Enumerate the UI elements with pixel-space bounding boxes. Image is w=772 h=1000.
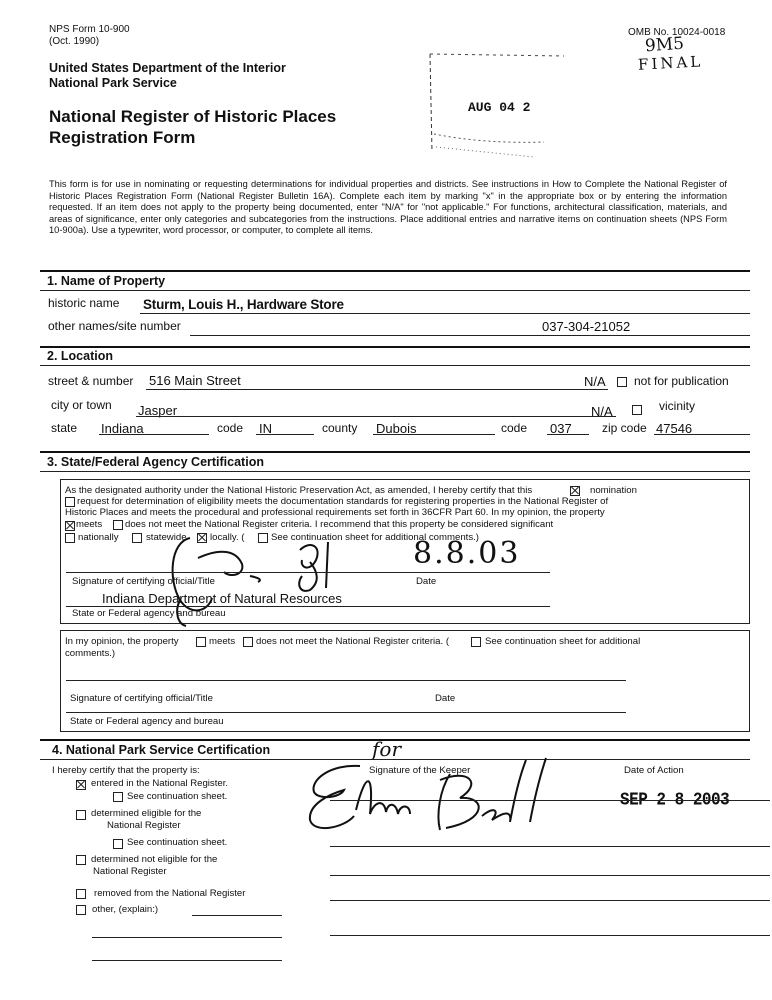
not-for-publication-label: not for publication	[634, 374, 729, 388]
na-vicinity: N/A	[591, 404, 613, 419]
not-for-publication-checkbox[interactable]	[617, 377, 627, 387]
date-of-action-label: Date of Action	[624, 765, 684, 776]
state-code-value[interactable]: IN	[259, 421, 272, 436]
keeper-signature	[300, 750, 560, 840]
form-title-line2: Registration Form	[49, 128, 196, 147]
statewide-checkbox[interactable]	[132, 533, 142, 543]
opinion-comments: comments.)	[65, 648, 116, 659]
instructions-paragraph: This form is for use in nominating or requesting determinations for individual properties and districts. See instructions in How to Complete the National Register of Historic Places Registration Form (National Register Bulletin 16A). Complete each item by marking "x" in the appropriate box or by entering the information requested. If an item does not apply to the property being documented, enter "N/A" for "not applicable." For functions, architectural classification, materials, and areas of significance, enter only categories and subcategories from the instructions. Place additional entries and narrative items on continuation sheets (NPS Form 10-900a). Use a typewriter, word processor, or computer, to complete all items.	[49, 179, 727, 236]
signature2-label: Signature of certifying official/Title	[70, 693, 213, 704]
section-rule	[40, 270, 750, 272]
keeper-label: Signature of the Keeper	[369, 765, 471, 776]
handwritten-for: for	[372, 737, 402, 761]
other-label: other, (explain:)	[92, 904, 159, 915]
historic-name-value[interactable]: Sturm, Louis H., Hardware Store	[143, 297, 344, 312]
not-eligible-checkbox[interactable]	[76, 855, 86, 865]
handwritten-final: FINAL	[637, 52, 704, 74]
street-label: street & number	[48, 374, 134, 388]
removed-label: removed from the National Register	[94, 888, 246, 899]
see-continuation-1-checkbox[interactable]	[113, 792, 123, 802]
form-title-line1: National Register of Historic Places	[49, 107, 337, 126]
see-continuation-2-label: See continuation sheet.	[127, 837, 228, 848]
see-continuation-2-checkbox[interactable]	[113, 839, 123, 849]
statewide-label: statewide	[146, 532, 187, 543]
county-label: county	[322, 421, 358, 435]
city-label: city or town	[51, 398, 112, 412]
other-checkbox[interactable]	[76, 905, 86, 915]
request-checkbox[interactable]	[65, 497, 75, 507]
opinion-continuation-label: See continuation sheet for additional	[485, 636, 641, 647]
nationally-checkbox[interactable]	[65, 533, 75, 543]
zip-label: zip code	[602, 421, 647, 435]
section-2-title: 2. Location	[47, 349, 113, 363]
meets-checkbox[interactable]	[65, 521, 75, 531]
continuation-label: See continuation sheet for additional comments.)	[271, 532, 479, 543]
county-value[interactable]: Dubois	[376, 421, 417, 436]
vicinity-label: vicinity	[659, 399, 696, 413]
agency-label: State or Federal agency and bureau	[72, 608, 226, 619]
agency2-label: State or Federal agency and bureau	[70, 716, 224, 727]
stamp-date: AUG 04 2	[468, 100, 531, 115]
eligible-checkbox[interactable]	[76, 810, 86, 820]
section-4-title: 4. National Park Service Certification	[52, 743, 271, 757]
date2-label: Date	[435, 693, 456, 704]
street-value[interactable]: 516 Main Street	[149, 373, 241, 388]
see-continuation-1-label: See continuation sheet.	[127, 791, 228, 802]
opinion-not-meet-label: does not meet the National Register criteria. (	[256, 636, 450, 647]
state-value[interactable]: Indiana	[101, 421, 144, 436]
service-name: National Park Service	[49, 76, 177, 90]
not-eligible-label-line1: determined not eligible for the	[91, 854, 218, 865]
opinion-meets-checkbox[interactable]	[196, 637, 206, 647]
opinion-text: In my opinion, the property	[65, 636, 179, 647]
section-3-title: 3. State/Federal Agency Certification	[47, 455, 264, 469]
department-name: United States Department of the Interior	[49, 61, 286, 75]
agency-value[interactable]: Indiana Department of Natural Resources	[102, 591, 342, 606]
cert-text-line2: request for determination of eligibility meets the documentation standards for registering properties in the National Register of	[77, 496, 609, 507]
city-value[interactable]: Jasper	[138, 403, 178, 418]
not-eligible-label-line2: National Register	[93, 866, 167, 877]
opinion-meets-label: meets	[209, 636, 236, 647]
state-code-label: code	[217, 421, 244, 435]
section-1-title: 1. Name of Property	[47, 274, 166, 288]
action-date: SEP 2 8 2003	[620, 789, 730, 811]
zip-value[interactable]: 47546	[656, 421, 693, 436]
nomination-label: nomination	[590, 485, 637, 496]
does-not-meet-label: does not meet the National Register criteria. I recommend that this property be considered significant	[125, 519, 554, 530]
other-names-value[interactable]: 037-304-21052	[542, 319, 631, 334]
historic-name-label: historic name	[48, 296, 120, 310]
nps-intro: I hereby certify that the property is:	[52, 765, 200, 776]
eligible-label-line1: determined eligible for the	[91, 808, 202, 819]
eligible-label-line2: National Register	[107, 820, 181, 831]
na-publication: N/A	[584, 374, 606, 389]
date-label: Date	[416, 576, 437, 587]
nomination-checkbox[interactable]	[570, 486, 580, 496]
state-label: state	[51, 421, 78, 435]
meets-label: meets	[76, 519, 103, 530]
entered-label: entered in the National Register.	[91, 778, 229, 789]
cert-text-line3: Historic Places and meets the procedural and professional requirements set forth in 36CFR Part 60. In my opinion, the property	[65, 507, 605, 518]
does-not-meet-checkbox[interactable]	[113, 520, 123, 530]
opinion-not-meet-checkbox[interactable]	[243, 637, 253, 647]
form-date: (Oct. 1990)	[49, 36, 100, 47]
handwritten-date: 8.8.03	[413, 536, 521, 571]
received-stamp	[424, 52, 574, 162]
omb-number: OMB No. 10024-0018	[628, 27, 726, 38]
handwritten-code: 9M5	[644, 33, 685, 57]
county-code-value[interactable]: 037	[550, 421, 572, 436]
form-number: NPS Form 10-900	[49, 24, 130, 35]
entered-checkbox[interactable]	[76, 780, 86, 790]
removed-checkbox[interactable]	[76, 889, 86, 899]
cert-text-line1: As the designated authority under the National Historic Preservation Act, as amended, I hereby certify that this	[65, 485, 533, 496]
opinion-continuation-checkbox[interactable]	[471, 637, 481, 647]
county-code-label: code	[501, 421, 528, 435]
nationally-label: nationally	[78, 532, 119, 543]
locally-label: locally. (	[210, 532, 245, 543]
other-names-label: other names/site number	[48, 319, 181, 333]
signature-label: Signature of certifying official/Title	[72, 576, 215, 587]
vicinity-checkbox[interactable]	[632, 405, 642, 415]
